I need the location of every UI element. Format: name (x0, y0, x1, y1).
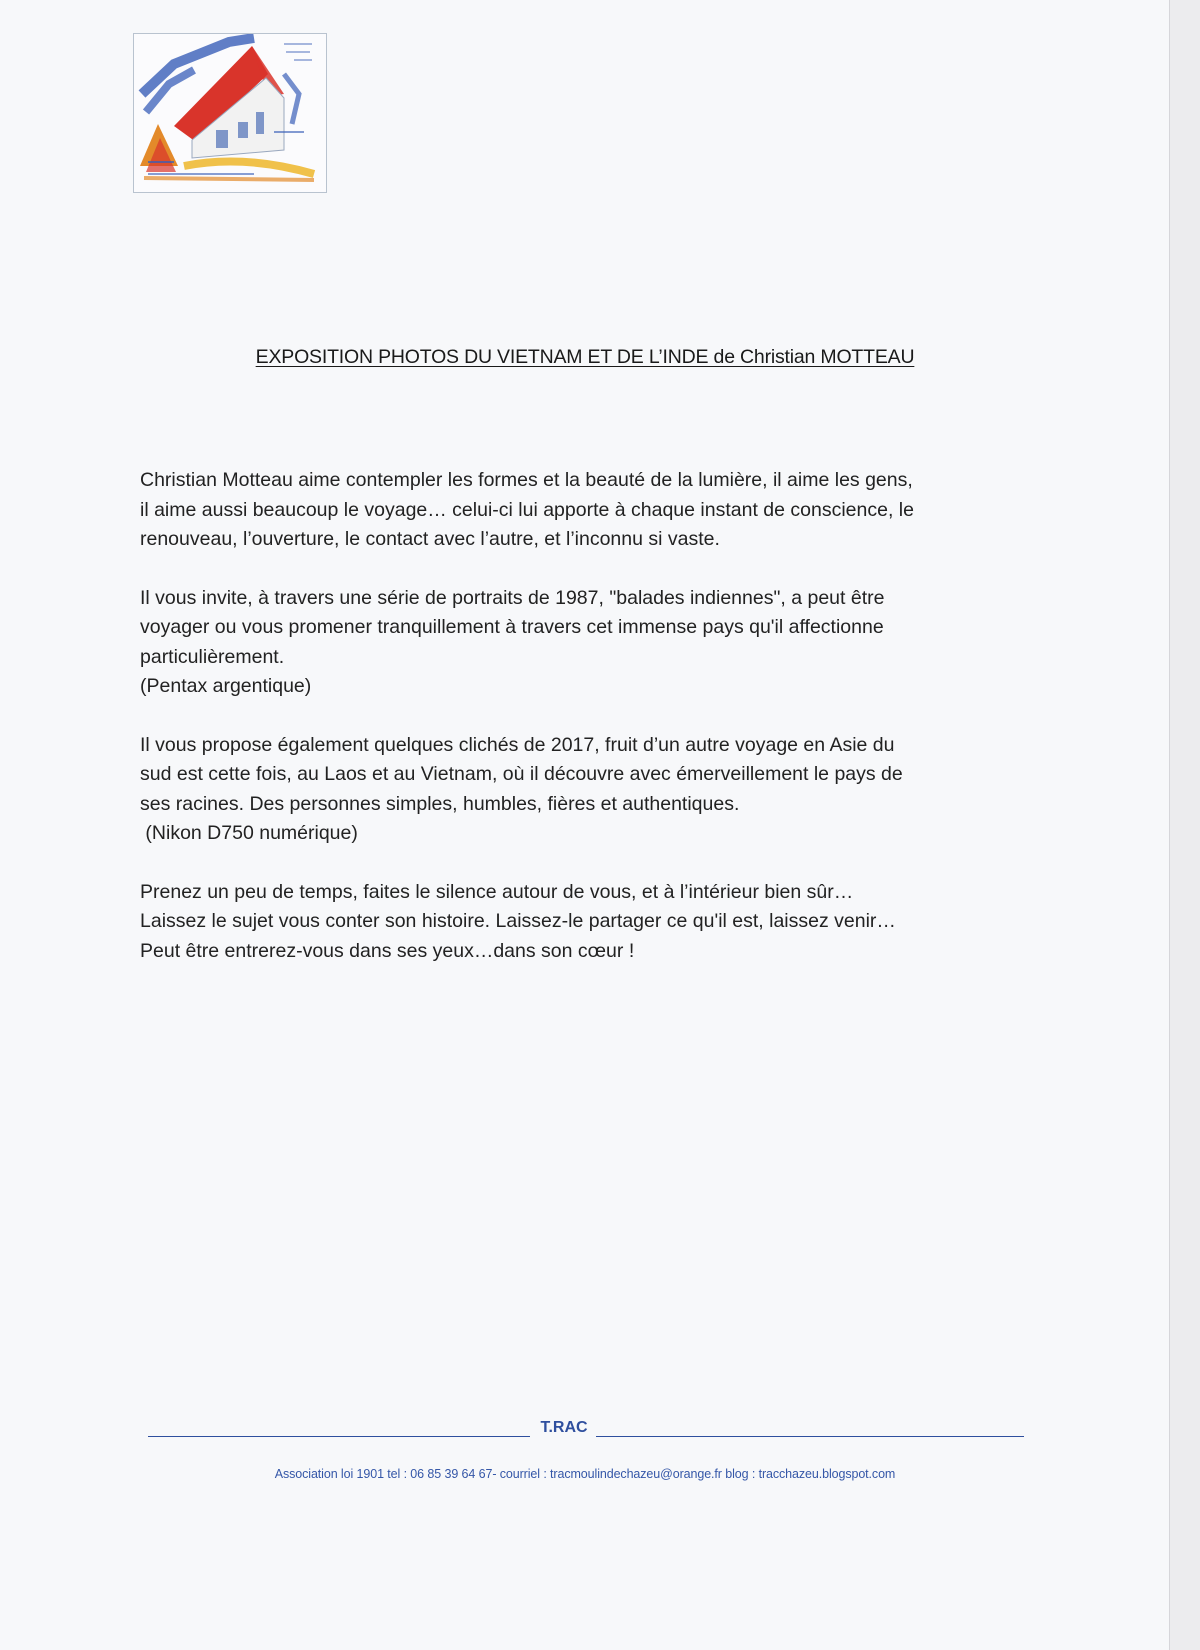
document-title: EXPOSITION PHOTOS DU VIETNAM ET DE L’INDE de Christian MOTTEAU (255, 346, 915, 368)
paragraph-line: il aime aussi beaucoup le voyage… celui-ci lui apporte à chaque instant de conscience, le (140, 498, 914, 521)
paragraph-line: Il vous propose également quelques clichés de 2017, fruit d’un autre voyage en Asie du (140, 733, 895, 756)
paragraph-4 (140, 878, 1028, 967)
paragraph-line: voyager ou vous promener tranquillement à travers cet immense pays qu'il affectionne (140, 616, 884, 638)
footer-contact: Association loi 1901 tel : 06 85 39 64 67- courriel : tracmoulindechazeu@orange.fr blog : tracchazeu.blogspot.com (274, 1467, 896, 1481)
paragraph-line: renouveau, l’ouverture, le contact avec l’autre, et l’inconnu si vaste. (140, 528, 720, 550)
paragraph-line: Laissez le sujet vous conter son histoire. Laissez-le partager ce qu'il est, laissez venir… (140, 910, 896, 932)
paragraph-line: Christian Motteau aime contempler les formes et la beauté de la lumière, il aime les gens, (140, 469, 913, 491)
footer-line-left (148, 1436, 530, 1437)
paragraph-2 (140, 584, 1028, 702)
paragraph-3 (140, 731, 1028, 849)
paragraph-line: particulièrement. (140, 645, 285, 668)
paragraph-line: Peut être entrerez-vous dans ses yeux…dans son cœur ! (140, 939, 635, 962)
scan-edge (1169, 0, 1200, 1650)
paragraph-line: Il vous invite, à travers une série de portraits de 1987, "balades indiennes", a peut être (140, 586, 885, 609)
paragraph-line: sud est cette fois, au Laos et au Vietnam, où il découvre avec émerveillement le pays de (140, 763, 903, 785)
camera-note: (Nikon D750 numérique) (140, 822, 358, 844)
paragraph-line: ses racines. Des personnes simples, humbles, fières et authentiques. (140, 792, 740, 815)
document-body (140, 466, 1028, 995)
paragraph-line: Prenez un peu de temps, faites le silence autour de vous, et à l’intérieur bien sûr… (140, 880, 854, 903)
house-logo-icon (134, 34, 326, 192)
paragraph-1 (140, 466, 1028, 555)
footer-divider (148, 1419, 1024, 1450)
association-logo (133, 33, 327, 193)
footer-brand: T.RAC (540, 1419, 588, 1436)
footer-line-right (596, 1436, 1024, 1437)
camera-note: (Pentax argentique) (140, 675, 312, 697)
